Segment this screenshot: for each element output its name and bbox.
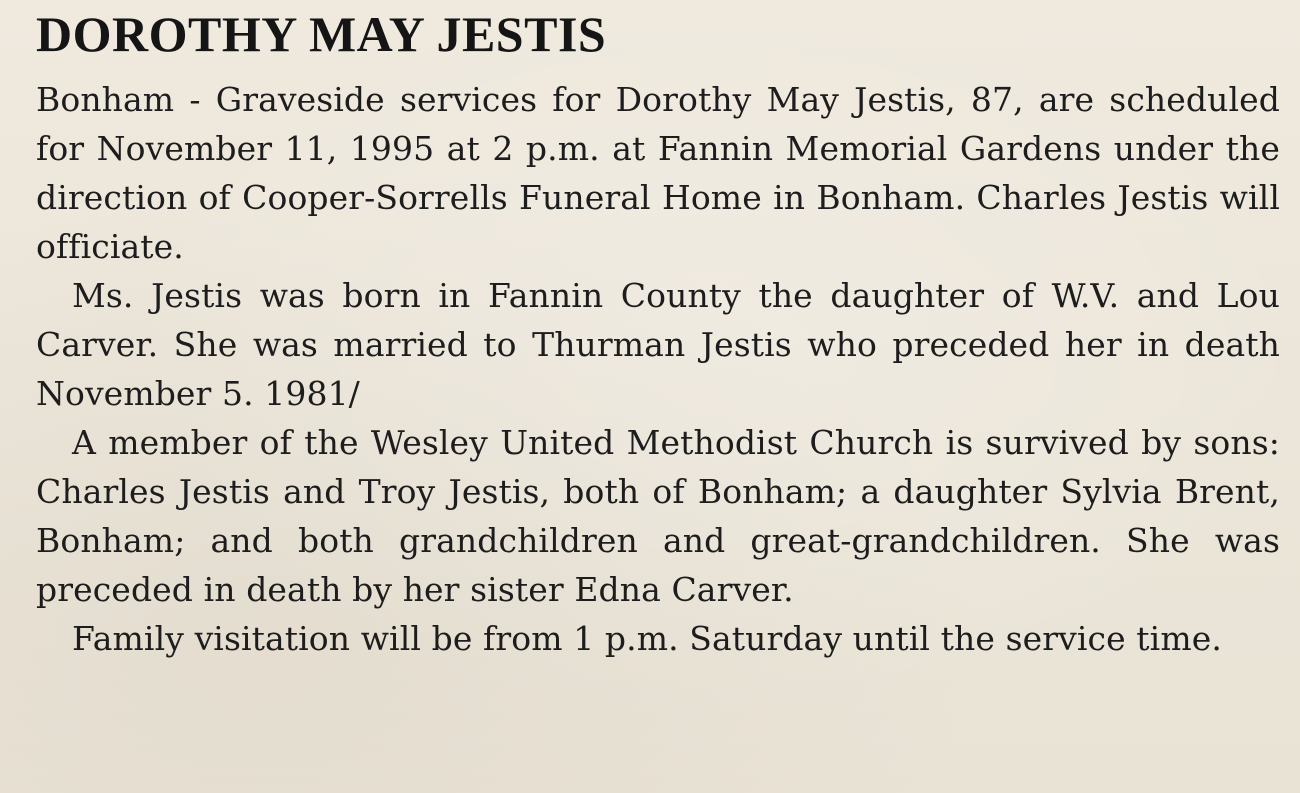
paragraph-survivors: A member of the Wesley United Methodist Church is survived by sons: Charles Jestis and Troy Jestis, both of Bonham; a daughter Sylvia Brent, Bonham; and both grandchildren and great-grandchildren. She was preceded in death by her sister Edna Carver.: [36, 423, 1280, 609]
obituary-headline: DOROTHY MAY JESTIS: [36, 6, 607, 62]
obituary-body: [36, 75, 1280, 663]
paragraph-birth-marriage: Ms. Jestis was born in Fannin County the daughter of W.V. and Lou Carver. She was married to Thurman Jestis who preceded her in death November 5. 1981/: [36, 276, 1280, 413]
paragraph-services: Bonham - Graveside services for Dorothy May Jestis, 87, are scheduled for November 11, 1995 at 2 p.m. at Fannin Memorial Gardens under the direction of Cooper-Sorrells Funeral Home in Bonham. Charles Jestis will officiate.: [36, 80, 1280, 266]
paragraph-visitation: Family visitation will be from 1 p.m. Saturday until the service time.: [72, 619, 1222, 658]
